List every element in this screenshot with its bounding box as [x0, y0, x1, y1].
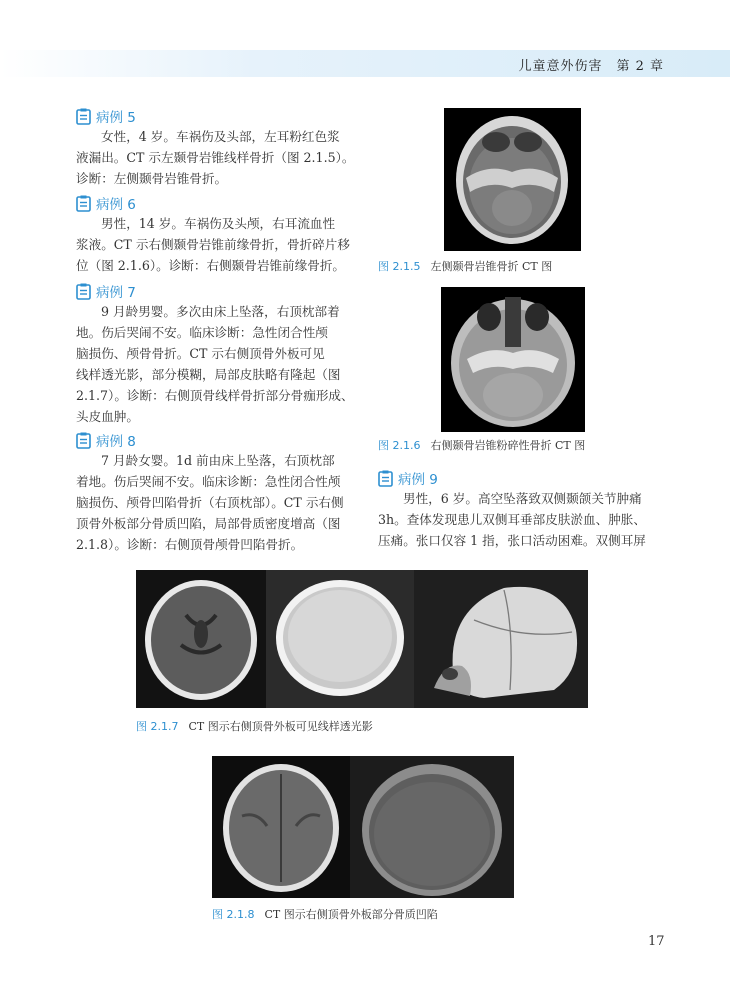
text-line: 2.1.7）。诊断：右侧顶骨线样骨折部分骨痂形成、 — [76, 388, 354, 403]
text-line: 头皮血肿。 — [76, 409, 139, 424]
ct-image-2-1-5 — [444, 108, 581, 251]
text-line: 液漏出。CT 示左颞骨岩锥线样骨折（图 2.1.5）。 — [76, 150, 355, 165]
text-line: 顶骨外板部分骨质凹陷，局部骨质密度增高（图 — [76, 516, 341, 531]
case-9-body — [378, 488, 663, 551]
text-line: 女性，4 岁。车祸伤及头部，左耳粉红色浆 — [101, 129, 340, 144]
figure-caption-2-1-8 — [212, 906, 438, 922]
case-8-heading — [76, 430, 136, 450]
case-5-heading — [76, 106, 136, 126]
text-line: 男性，6 岁。高空坠落致双侧颞颌关节肿痛 — [403, 491, 642, 506]
figure-number: 图 2.1.6 — [378, 439, 421, 452]
text-line: 线样透光影，部分模糊，局部皮肤略有隆起（图 — [76, 367, 341, 382]
text-line: 7 月龄女婴。1d 前由床上坠落，右顶枕部 — [101, 453, 335, 468]
case-6-body — [76, 213, 361, 276]
text-line: 诊断：左侧颞骨岩锥骨折。 — [76, 171, 228, 186]
figure-caption-text: CT 图示右侧顶骨外板可见线样透光影 — [188, 720, 373, 733]
case-6-heading — [76, 193, 136, 213]
text-line: 浆液。CT 示右侧颞骨岩锥前缘骨折，骨折碎片移 — [76, 237, 350, 252]
clipboard-icon — [76, 108, 91, 125]
case-5-body — [76, 126, 361, 189]
case-7-body — [76, 301, 361, 427]
case-9-heading — [378, 468, 438, 488]
case-5-title: 病例 5 — [96, 110, 136, 126]
ct-image-2-1-6 — [441, 287, 585, 432]
text-line: 脑损伤、颅骨凹陷骨折（右顶枕部）。CT 示右侧 — [76, 495, 344, 510]
clipboard-icon — [378, 470, 393, 487]
figure-caption-text: 右侧颞骨岩锥粉碎性骨折 CT 图 — [430, 439, 586, 452]
ct-image-2-1-8-a — [212, 756, 350, 898]
text-line: 地。伤后哭闹不安。临床诊断：急性闭合性颅 — [76, 325, 328, 340]
figure-caption-text: CT 图示右侧顶骨外板部分骨质凹陷 — [264, 908, 438, 921]
case-7-title: 病例 7 — [96, 285, 136, 301]
figure-number: 图 2.1.8 — [212, 908, 255, 921]
figure-caption-2-1-6 — [378, 437, 585, 453]
text-line: 男性，14 岁。车祸伤及头颅，右耳流血性 — [101, 216, 336, 231]
text-line: 着地。伤后哭闹不安。临床诊断：急性闭合性颅 — [76, 474, 341, 489]
ct-image-2-1-7-a — [136, 570, 266, 708]
case-8-body — [76, 450, 361, 555]
figure-number: 图 2.1.7 — [136, 720, 179, 733]
ct-image-2-1-7-b — [266, 570, 414, 708]
clipboard-icon — [76, 195, 91, 212]
case-9-title: 病例 9 — [398, 472, 438, 488]
figure-caption-text: 左侧颞骨岩锥骨折 CT 图 — [430, 260, 553, 273]
text-line: 9 月龄男婴。多次由床上坠落，右顶枕部着 — [101, 304, 340, 319]
case-7-heading — [76, 281, 136, 301]
text-line: 脑损伤、颅骨骨折。CT 示右侧顶骨外板可见 — [76, 346, 325, 361]
ct-image-2-1-7-c — [414, 570, 588, 708]
ct-image-2-1-8-b — [350, 756, 514, 898]
text-line: 位（图 2.1.6）。诊断：右侧颞骨岩锥前缘骨折。 — [76, 258, 346, 273]
page-number: 17 — [648, 934, 665, 949]
figure-number: 图 2.1.5 — [378, 260, 421, 273]
clipboard-icon — [76, 432, 91, 449]
text-line: 2.1.8）。诊断：右侧顶骨颅骨凹陷骨折。 — [76, 537, 304, 552]
case-8-title: 病例 8 — [96, 434, 136, 450]
text-line: 3h。查体发现患儿双侧耳垂部皮肤淤血、肿胀、 — [378, 512, 646, 527]
text-line: 压痛。张口仅容 1 指，张口活动困难。双侧耳屏 — [378, 533, 646, 548]
case-6-title: 病例 6 — [96, 197, 136, 213]
figure-caption-2-1-7 — [136, 718, 373, 734]
running-header-title: 儿童意外伤害 第 2 章 — [518, 59, 664, 74]
figure-caption-2-1-5 — [378, 258, 552, 274]
clipboard-icon — [76, 283, 91, 300]
